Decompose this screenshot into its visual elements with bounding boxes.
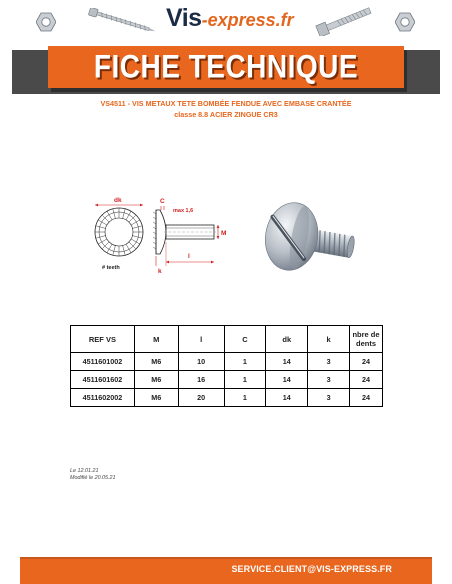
cell-l: 16	[178, 371, 224, 389]
created-date: Le 12.01.21	[70, 468, 99, 474]
product-name: VS4511 - VIS METAUX TETE BOMBÉE FENDUE AVEC EMBASE CRANTÉE	[100, 99, 352, 108]
specification-table	[70, 325, 383, 407]
washer-front-view	[95, 204, 143, 256]
cell-ref: 4511601002	[71, 353, 135, 371]
col-header-c: C	[224, 326, 266, 353]
table-row	[71, 389, 383, 407]
col-header-k: k	[308, 326, 350, 353]
cell-c: 1	[224, 389, 266, 407]
cell-m: M6	[134, 353, 178, 371]
banner-plate	[48, 46, 404, 88]
cell-dk: 14	[266, 371, 308, 389]
hex-nut-icon	[395, 12, 415, 32]
cell-k: 3	[308, 353, 350, 371]
page-title: FICHE TECHNIQUE	[93, 48, 359, 85]
hex-bolt-icon	[312, 6, 376, 36]
title-banner	[12, 46, 440, 94]
table-row	[71, 371, 383, 389]
cell-c: 1	[224, 353, 266, 371]
col-header-m: M	[134, 326, 178, 353]
contact-email-link[interactable]: SERVICE.CLIENT@VIS-EXPRESS.FR	[231, 564, 392, 574]
dim-label-c: C	[160, 198, 165, 205]
dim-label-max: max 1,6	[173, 208, 194, 214]
cell-teeth: 24	[350, 353, 383, 371]
screw-side-view	[153, 206, 219, 266]
table-row	[71, 353, 383, 371]
cell-k: 3	[308, 389, 350, 407]
dim-label-l: l	[188, 253, 190, 260]
cell-k: 3	[308, 371, 350, 389]
revision-dates	[70, 468, 116, 482]
cell-m: M6	[134, 389, 178, 407]
col-header-teeth: nbre de dents	[350, 326, 383, 353]
header	[0, 0, 452, 46]
screw-photo	[262, 196, 360, 276]
dim-label-dk: dk	[114, 197, 122, 204]
footer-edge	[20, 557, 432, 559]
hex-nut-icon	[36, 12, 56, 32]
footer-bar	[20, 557, 432, 584]
brand-logo[interactable]	[166, 4, 294, 33]
col-header-ref: REF VS	[71, 326, 135, 353]
col-header-l: l	[178, 326, 224, 353]
table-header-row	[71, 326, 383, 353]
col-header-dk: dk	[266, 326, 308, 353]
cell-teeth: 24	[350, 371, 383, 389]
logo-main-text: Vis	[166, 4, 202, 32]
cell-ref: 4511602002	[71, 389, 135, 407]
cell-dk: 14	[266, 389, 308, 407]
cell-l: 10	[178, 353, 224, 371]
teeth-label: # teeth	[102, 265, 120, 271]
cell-ref: 4511601602	[71, 371, 135, 389]
modified-date: Modifié le 20.05.21	[70, 475, 116, 481]
cell-dk: 14	[266, 353, 308, 371]
cell-teeth: 24	[350, 389, 383, 407]
product-grade: classe 8.8 ACIER ZINGUE CR3	[174, 110, 278, 119]
product-description	[20, 98, 432, 120]
technical-drawing	[92, 194, 232, 276]
dim-label-m: M	[221, 230, 227, 237]
dim-label-k: k	[158, 268, 162, 275]
cell-l: 20	[178, 389, 224, 407]
cell-m: M6	[134, 371, 178, 389]
wood-screw-icon	[86, 8, 158, 34]
cell-c: 1	[224, 371, 266, 389]
logo-domain-text: -express.fr	[201, 10, 294, 30]
